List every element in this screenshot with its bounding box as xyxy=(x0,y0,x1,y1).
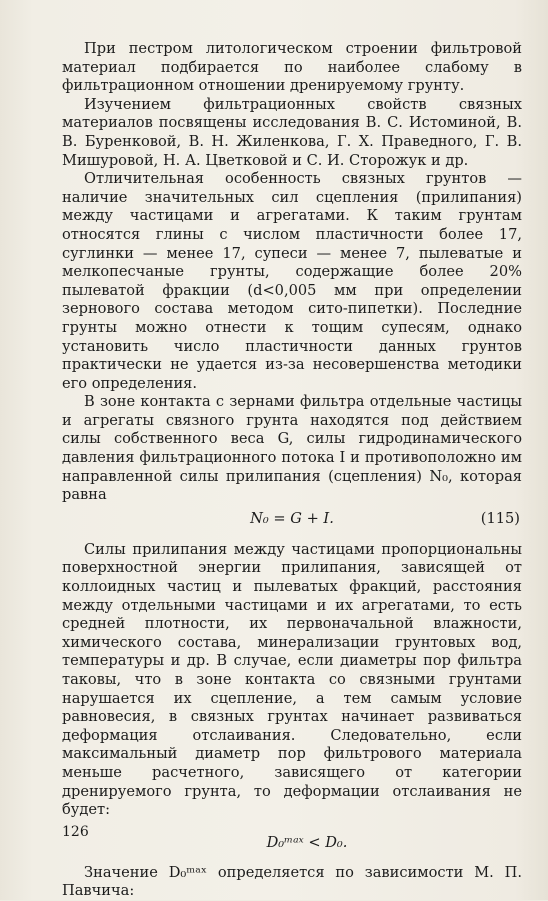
paragraph-6: Значение D₀ᵐᵃˣ определяется по зависимости М. П. Павчича: xyxy=(62,863,522,900)
body-text xyxy=(62,40,522,901)
page-number: 126 xyxy=(62,824,89,840)
inequality-expression: D₀ᵐᵃˣ < D₀. xyxy=(266,833,348,851)
paragraph-2: Изучением фильтрационных свойств связных материалов посвящены исследования В. С. Истоминой, В. В. Буренковой, В. Н. Жиленкова, Г. Х. Праведного, Г. В. Мишуровой, Н. А. Цветковой и С. И. Сторожук и др. xyxy=(62,95,522,169)
paragraph-5: Силы прилипания между частицами пропорциональны поверхностной энергии прилипания, зависящей от коллоидных частиц и пылеватых фракций, расстояния между отдельными частицами и их агрегатами, то есть средней плотности, их первоначальной влажности, химического состава, минерализации грунтовых вод, температуры и др. В случае, если диаметры пор фильтра таковы, что в зоне контакта со связными грунтами нарушается их сцепление, а тем самым условие равновесия, в связных грунтах начинает развиваться деформация отслаивания. Следовательно, если максимальный диаметр пор фильтрового материала меньше расчетного, зависящего от категории дренируемого грунта, то деформации отслаивания не будет: xyxy=(62,540,522,819)
paragraph-4: В зоне контакта с зернами фильтра отдельные частицы и агрегаты связного грунта находятся под действием силы собственного веса G, силы гидродинамического давления фильтрационного потока I и противоположно им направленной силы прилипания (сцепления) N₀, которая равна xyxy=(62,393,522,504)
paragraph-1: При пестром литологическом строении фильтровой материал подбирается по наиболее слабому в фильтрационном отношении дренируемому грунту. xyxy=(62,40,522,95)
equation-expression: N₀ = G + I. xyxy=(250,509,334,527)
equation-115 xyxy=(62,508,522,534)
paragraph-3: Отличительная особенность связных грунтов — наличие значительных сил сцепления (прилипания) между частицами и агрегатами. К таким грунтам относятся глины с числом пластичности более 17, суглинки — менее 17, супеси — менее 7, пылеватые и мелкопесчаные грунты, содержащие более 20% пылеватой фракции (d<0,005 мм при определении зернового состава методом сито-пипетки). Последние грунты можно отнести к тощим супесям, однако установить число пластичности данных грунтов практически не удается из-за несовершенства методики его определения. xyxy=(62,170,522,392)
equation-number: (115) xyxy=(480,509,520,527)
inequality xyxy=(62,830,522,858)
